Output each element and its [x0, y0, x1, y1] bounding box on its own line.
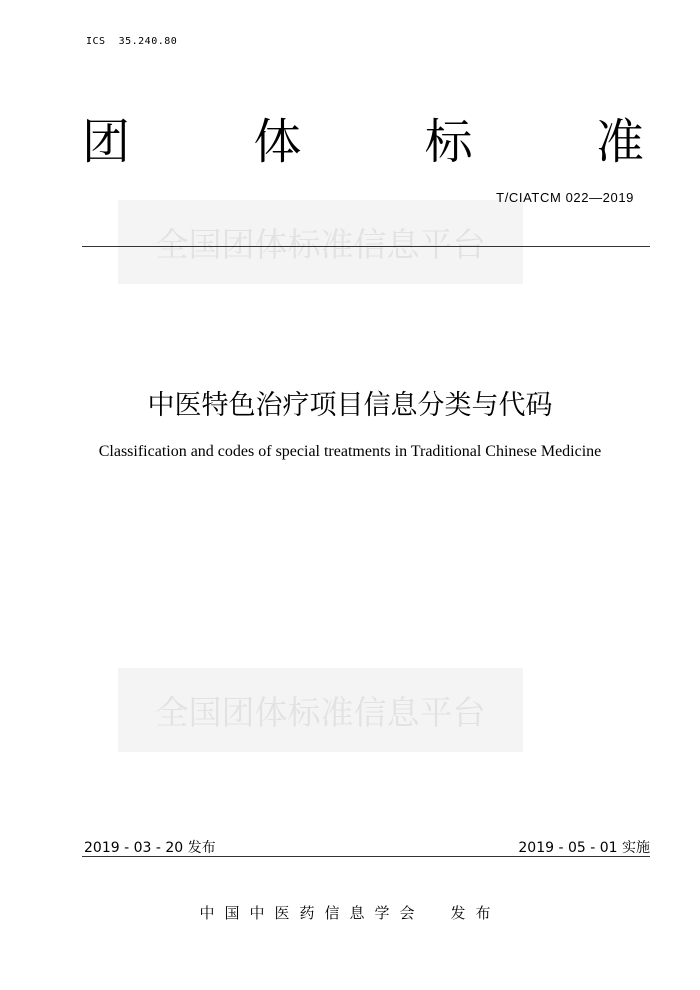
watermark — [118, 200, 523, 284]
title-char: 标 — [424, 114, 473, 170]
publisher-name: 中国中医药信息学会 — [199, 904, 425, 922]
title-char: 体 — [253, 114, 302, 170]
document-title-cn: 中医特色治疗项目信息分类与代码 — [147, 390, 553, 421]
ics-code: ICS 35.240.80 — [86, 36, 178, 47]
watermark-text: 全国团体标准信息平台 — [155, 692, 486, 732]
document-title-en: Classification and codes of special treatments in Traditional Chinese Medicine — [98, 443, 602, 460]
watermark-text: 全国团体标准信息平台 — [155, 224, 486, 264]
standard-type-title — [82, 112, 644, 172]
watermark — [118, 668, 523, 752]
implement-date: 2019 - 05 - 01 实施 — [518, 840, 650, 856]
standard-number: T/CIATCM 022—2019 — [496, 190, 634, 205]
publisher-action: 发布 — [450, 904, 501, 922]
publish-date: 2019 - 03 - 20 发布 — [84, 840, 216, 856]
publisher-line — [0, 902, 700, 923]
title-char: 准 — [595, 114, 644, 170]
header-divider — [82, 246, 650, 247]
footer-divider — [82, 856, 650, 857]
title-char: 团 — [82, 114, 131, 170]
